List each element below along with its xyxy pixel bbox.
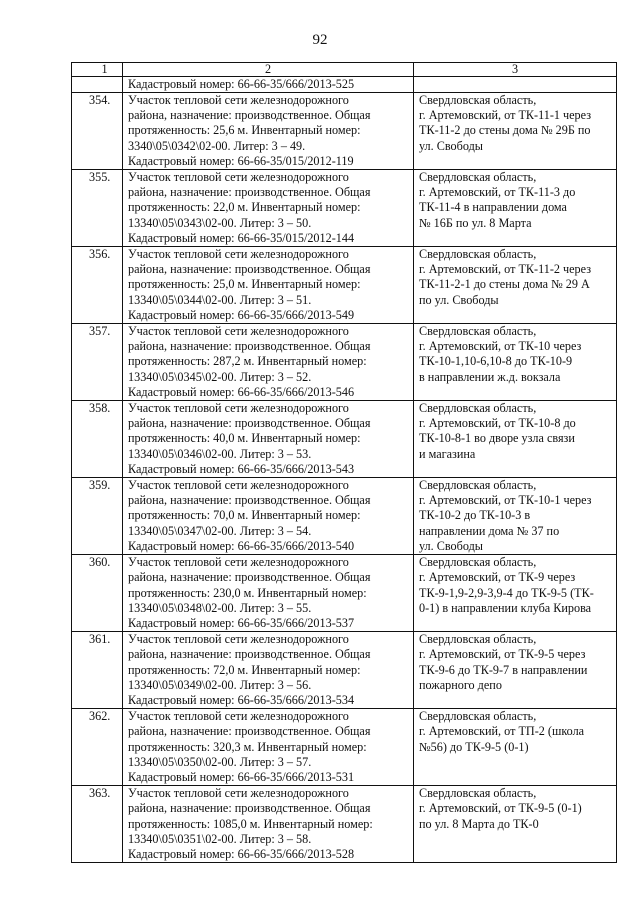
description-line: Участок тепловой сети железнодорожного (128, 478, 349, 493)
address-line: ТК-10-8-1 во дворе узла связи (419, 431, 575, 446)
address-line: Свердловская область, (419, 555, 537, 570)
description-line: района, назначение: производственное. Общая (128, 262, 371, 277)
address-line: направлении дома № 37 по (419, 523, 560, 538)
continuation-row (72, 77, 617, 93)
description-line: протяженность: 25,6 м. Инвентарный номер: (128, 123, 361, 138)
description-line: района, назначение: производственное. Общая (128, 108, 371, 123)
continuation-description-cell (123, 77, 414, 93)
table-row (72, 401, 617, 478)
object-address-cell (414, 401, 617, 478)
table-row (72, 555, 617, 632)
description-line: Кадастровый номер: 66-66-35/666/2013-534 (128, 692, 355, 707)
description-line: Участок тепловой сети железнодорожного (128, 632, 349, 647)
page-number: 92 (312, 32, 328, 48)
object-address-cell (414, 93, 617, 170)
object-address-cell (414, 786, 617, 863)
description-line: района, назначение: производственное. Общая (128, 493, 371, 508)
address-line: ул. Свободы (419, 138, 483, 153)
description-line: протяженность: 320,3 м. Инвентарный номер: (128, 739, 367, 754)
row-number-cell: 357. (72, 324, 123, 401)
object-description-cell (123, 709, 414, 786)
continuation-number-cell (72, 77, 123, 93)
description-line: Участок тепловой сети железнодорожного (128, 709, 349, 724)
address-line: Свердловская область, (419, 401, 537, 416)
object-description-cell (123, 93, 414, 170)
description-line: Участок тепловой сети железнодорожного (128, 786, 349, 801)
description-line: 13340\05\0351\02-00. Литер: 3 – 58. (128, 831, 312, 846)
row-number-cell: 361. (72, 632, 123, 709)
address-line: г. Артемовский, от ТК-9 через (419, 570, 576, 585)
object-description-cell (123, 401, 414, 478)
address-line: ТК-9-6 до ТК-9-7 в направлении (419, 662, 588, 677)
row-number-cell: 362. (72, 709, 123, 786)
address-line: г. Артемовский, от ТК-10 через (419, 339, 582, 354)
description-line: 13340\05\0347\02-00. Литер: 3 – 54. (128, 523, 312, 538)
property-registry-table (71, 62, 617, 863)
address-line: № 16Б по ул. 8 Марта (419, 215, 532, 230)
description-line: района, назначение: производственное. Общая (128, 570, 371, 585)
description-line: Участок тепловой сети железнодорожного (128, 555, 349, 570)
address-line: 0-1) в направлении клуба Кирова (419, 600, 592, 615)
address-line: г. Артемовский, от ТК-9-5 (0-1) (419, 801, 582, 816)
row-number-cell: 358. (72, 401, 123, 478)
address-line: ТК-11-2-1 до стены дома № 29 А (419, 277, 590, 292)
address-line: Свердловская область, (419, 632, 537, 647)
address-line: ул. Свободы (419, 538, 483, 553)
address-line: пожарного депо (419, 677, 502, 692)
description-line: 3340\05\0342\02-00. Литер: 3 – 49. (128, 138, 306, 153)
address-line: ТК-10-1,10-6,10-8 до ТК-10-9 (419, 354, 573, 369)
address-line: Свердловская область, (419, 247, 537, 262)
description-line: Участок тепловой сети железнодорожного (128, 247, 349, 262)
address-line: г. Артемовский, от ТК-11-1 через (419, 108, 592, 123)
description-line: протяженность: 22,0 м. Инвентарный номер: (128, 200, 361, 215)
row-number-cell: 356. (72, 247, 123, 324)
description-line: района, назначение: производственное. Общая (128, 647, 371, 662)
address-line: Свердловская область, (419, 93, 537, 107)
table-row (72, 247, 617, 324)
continuation-address-cell (414, 77, 617, 93)
registry-body (72, 63, 617, 863)
address-line: г. Артемовский, от ТК-11-3 до (419, 185, 576, 200)
object-address-cell (414, 555, 617, 632)
row-number-cell: 359. (72, 478, 123, 555)
object-description-cell (123, 247, 414, 324)
description-line: 13340\05\0343\02-00. Литер: 3 – 50. (128, 215, 312, 230)
description-line: протяженность: 72,0 м. Инвентарный номер: (128, 662, 361, 677)
object-address-cell (414, 324, 617, 401)
address-line: в направлении ж.д. вокзала (419, 369, 561, 384)
description-line: Кадастровый номер: 66-66-35/015/2012-119 (128, 153, 354, 168)
table-row (72, 786, 617, 863)
address-line: ТК-11-4 в направлении дома (419, 200, 567, 215)
object-description-cell (123, 786, 414, 863)
object-address-cell (414, 709, 617, 786)
description-line: Кадастровый номер: 66-66-35/666/2013-528 (128, 846, 355, 861)
address-line: Свердловская область, (419, 709, 537, 724)
address-line: ТК-10-2 до ТК-10-3 в (419, 508, 531, 523)
description-line: протяженность: 1085,0 м. Инвентарный номер: (128, 816, 373, 831)
description-line: 13340\05\0349\02-00. Литер: 3 – 56. (128, 677, 312, 692)
address-line: Свердловская область, (419, 786, 537, 801)
description-line: Кадастровый номер: 66-66-35/666/2013-543 (128, 461, 355, 476)
description-line: района, назначение: производственное. Общая (128, 801, 371, 816)
address-line: ТК-11-2 до стены дома № 29Б по (419, 123, 591, 138)
address-line: Свердловская область, (419, 170, 537, 185)
address-line: по ул. Свободы (419, 292, 499, 307)
address-line: г. Артемовский, от ТК-11-2 через (419, 262, 592, 277)
description-line: Участок тепловой сети железнодорожного (128, 170, 349, 185)
row-number-cell: 355. (72, 170, 123, 247)
description-line: Кадастровый номер: 66-66-35/666/2013-531 (128, 769, 355, 784)
address-line: ТК-9-1,9-2,9-3,9-4 до ТК-9-5 (ТК- (419, 585, 594, 600)
object-address-cell (414, 632, 617, 709)
description-line: района, назначение: производственное. Общая (128, 339, 371, 354)
table-row (72, 632, 617, 709)
description-line: Участок тепловой сети железнодорожного (128, 401, 349, 416)
address-line: №56) до ТК-9-5 (0-1) (419, 739, 529, 754)
row-number-cell: 360. (72, 555, 123, 632)
address-line: по ул. 8 Марта до ТК-0 (419, 816, 539, 831)
table-row (72, 709, 617, 786)
description-line: протяженность: 70,0 м. Инвентарный номер: (128, 508, 361, 523)
description-line: Кадастровый номер: 66-66-35/666/2013-540 (128, 538, 355, 553)
description-line: Кадастровый номер: 66-66-35/666/2013-546 (128, 384, 355, 399)
object-description-cell (123, 555, 414, 632)
description-line: района, назначение: производственное. Общая (128, 416, 371, 431)
description-line: района, назначение: производственное. Общая (128, 185, 371, 200)
object-address-cell (414, 170, 617, 247)
address-line: Свердловская область, (419, 324, 537, 339)
description-line: Кадастровый номер: 66-66-35/666/2013-549 (128, 307, 355, 322)
table-row (72, 478, 617, 555)
description-line: 13340\05\0348\02-00. Литер: 3 – 55. (128, 600, 312, 615)
description-line: 13340\05\0345\02-00. Литер: 3 – 52. (128, 369, 312, 384)
object-description-cell (123, 478, 414, 555)
object-address-cell (414, 478, 617, 555)
column-header-1: 1 (72, 63, 123, 77)
description-line: Кадастровый номер: 66-66-35/015/2012-144 (128, 230, 355, 245)
table-row (72, 93, 617, 170)
description-line: 13340\05\0350\02-00. Литер: 3 – 57. (128, 754, 312, 769)
description-line: 13340\05\0344\02-00. Литер: 3 – 51. (128, 292, 312, 307)
description-line: Кадастровый номер: 66-66-35/666/2013-537 (128, 615, 355, 630)
description-line: протяженность: 287,2 м. Инвентарный номер: (128, 354, 367, 369)
description-line: Участок тепловой сети железнодорожного (128, 93, 349, 107)
address-line: Свердловская область, (419, 478, 537, 493)
row-number-cell: 354. (72, 93, 123, 170)
cadastral-number-line: Кадастровый номер: 66-66-35/666/2013-525 (128, 77, 355, 91)
address-line: г. Артемовский, от ТК-10-1 через (419, 493, 592, 508)
object-description-cell (123, 170, 414, 247)
address-line: г. Артемовский, от ТК-9-5 через (419, 647, 586, 662)
description-line: 13340\05\0346\02-00. Литер: 3 – 53. (128, 446, 312, 461)
object-description-cell (123, 632, 414, 709)
column-header-2: 2 (123, 63, 414, 77)
address-line: г. Артемовский, от ТК-10-8 до (419, 416, 576, 431)
description-line: района, назначение: производственное. Общая (128, 724, 371, 739)
row-number-cell: 363. (72, 786, 123, 863)
table-row (72, 324, 617, 401)
description-line: протяженность: 40,0 м. Инвентарный номер: (128, 431, 361, 446)
description-line: протяженность: 230,0 м. Инвентарный номер: (128, 585, 367, 600)
description-line: Участок тепловой сети железнодорожного (128, 324, 349, 339)
description-line: протяженность: 25,0 м. Инвентарный номер: (128, 277, 361, 292)
column-header-3: 3 (414, 63, 617, 77)
object-description-cell (123, 324, 414, 401)
column-number-header-row (72, 63, 617, 77)
address-line: и магазина (419, 446, 476, 461)
table-row (72, 170, 617, 247)
address-line: г. Артемовский, от ТП-2 (школа (419, 724, 585, 739)
object-address-cell (414, 247, 617, 324)
